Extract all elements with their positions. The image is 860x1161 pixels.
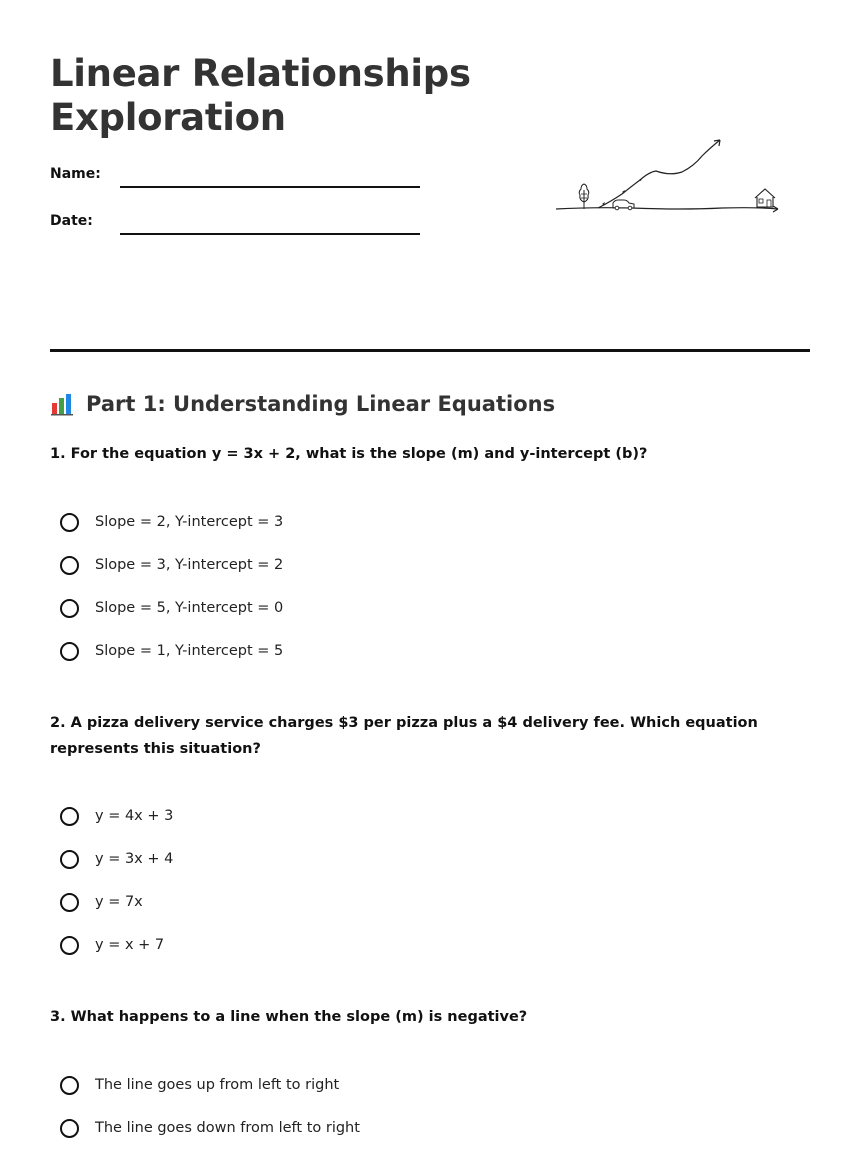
option-label: The line goes down from left to right bbox=[95, 1120, 360, 1136]
question-1-option-2[interactable] bbox=[60, 552, 283, 578]
question-3: 3. What happens to a line when the slope (m) is negative? bbox=[50, 1009, 528, 1025]
date-field-row bbox=[50, 211, 420, 241]
option-label: y = 4x + 3 bbox=[95, 808, 174, 824]
radio-button[interactable] bbox=[60, 556, 79, 575]
radio-button[interactable] bbox=[60, 807, 79, 826]
car-icon bbox=[613, 200, 634, 210]
date-input-line[interactable] bbox=[120, 233, 420, 235]
date-label: Date: bbox=[50, 213, 93, 229]
radio-button[interactable] bbox=[60, 1076, 79, 1095]
option-label: The line goes up from left to right bbox=[95, 1077, 340, 1093]
option-label: y = 7x bbox=[95, 894, 143, 910]
question-3-option-2[interactable] bbox=[60, 1115, 360, 1141]
radio-button[interactable] bbox=[60, 642, 79, 661]
radio-button[interactable] bbox=[60, 513, 79, 532]
name-field-row bbox=[50, 164, 420, 194]
house-icon bbox=[755, 189, 775, 207]
option-label: Slope = 2, Y-intercept = 3 bbox=[95, 514, 284, 530]
option-label: y = 3x + 4 bbox=[95, 851, 174, 867]
option-label: y = x + 7 bbox=[95, 937, 165, 953]
road-trip-sketch-illustration bbox=[552, 128, 792, 220]
radio-button[interactable] bbox=[60, 850, 79, 869]
section-divider bbox=[50, 349, 810, 352]
question-1-option-3[interactable] bbox=[60, 595, 283, 621]
question-1: 1. For the equation y = 3x + 2, what is the slope (m) and y-intercept (b)? bbox=[50, 446, 648, 462]
radio-button[interactable] bbox=[60, 893, 79, 912]
radio-button[interactable] bbox=[60, 599, 79, 618]
question-1-option-1[interactable] bbox=[60, 509, 283, 535]
bar-chart-icon bbox=[50, 392, 74, 416]
name-label: Name: bbox=[50, 166, 101, 182]
section-heading bbox=[50, 388, 555, 420]
question-2-option-2[interactable] bbox=[60, 846, 173, 872]
tree-icon bbox=[579, 184, 589, 209]
section-heading-text: Part 1: Understanding Linear Equations bbox=[86, 392, 556, 416]
question-2-option-4[interactable] bbox=[60, 932, 164, 958]
radio-button[interactable] bbox=[60, 936, 79, 955]
worksheet-title: Linear Relationships Exploration bbox=[50, 52, 471, 139]
option-label: Slope = 5, Y-intercept = 0 bbox=[95, 600, 284, 616]
question-1-option-4[interactable] bbox=[60, 638, 283, 664]
option-label: Slope = 1, Y-intercept = 5 bbox=[95, 643, 284, 659]
question-2: 2. A pizza delivery service charges $3 per pizza plus a $4 delivery fee. Which equation represents this situation? bbox=[50, 715, 758, 757]
name-input-line[interactable] bbox=[120, 186, 420, 188]
option-label: Slope = 3, Y-intercept = 2 bbox=[95, 557, 284, 573]
radio-button[interactable] bbox=[60, 1119, 79, 1138]
question-3-option-1[interactable] bbox=[60, 1072, 339, 1098]
question-2-option-3[interactable] bbox=[60, 889, 143, 915]
question-2-option-1[interactable] bbox=[60, 803, 173, 829]
